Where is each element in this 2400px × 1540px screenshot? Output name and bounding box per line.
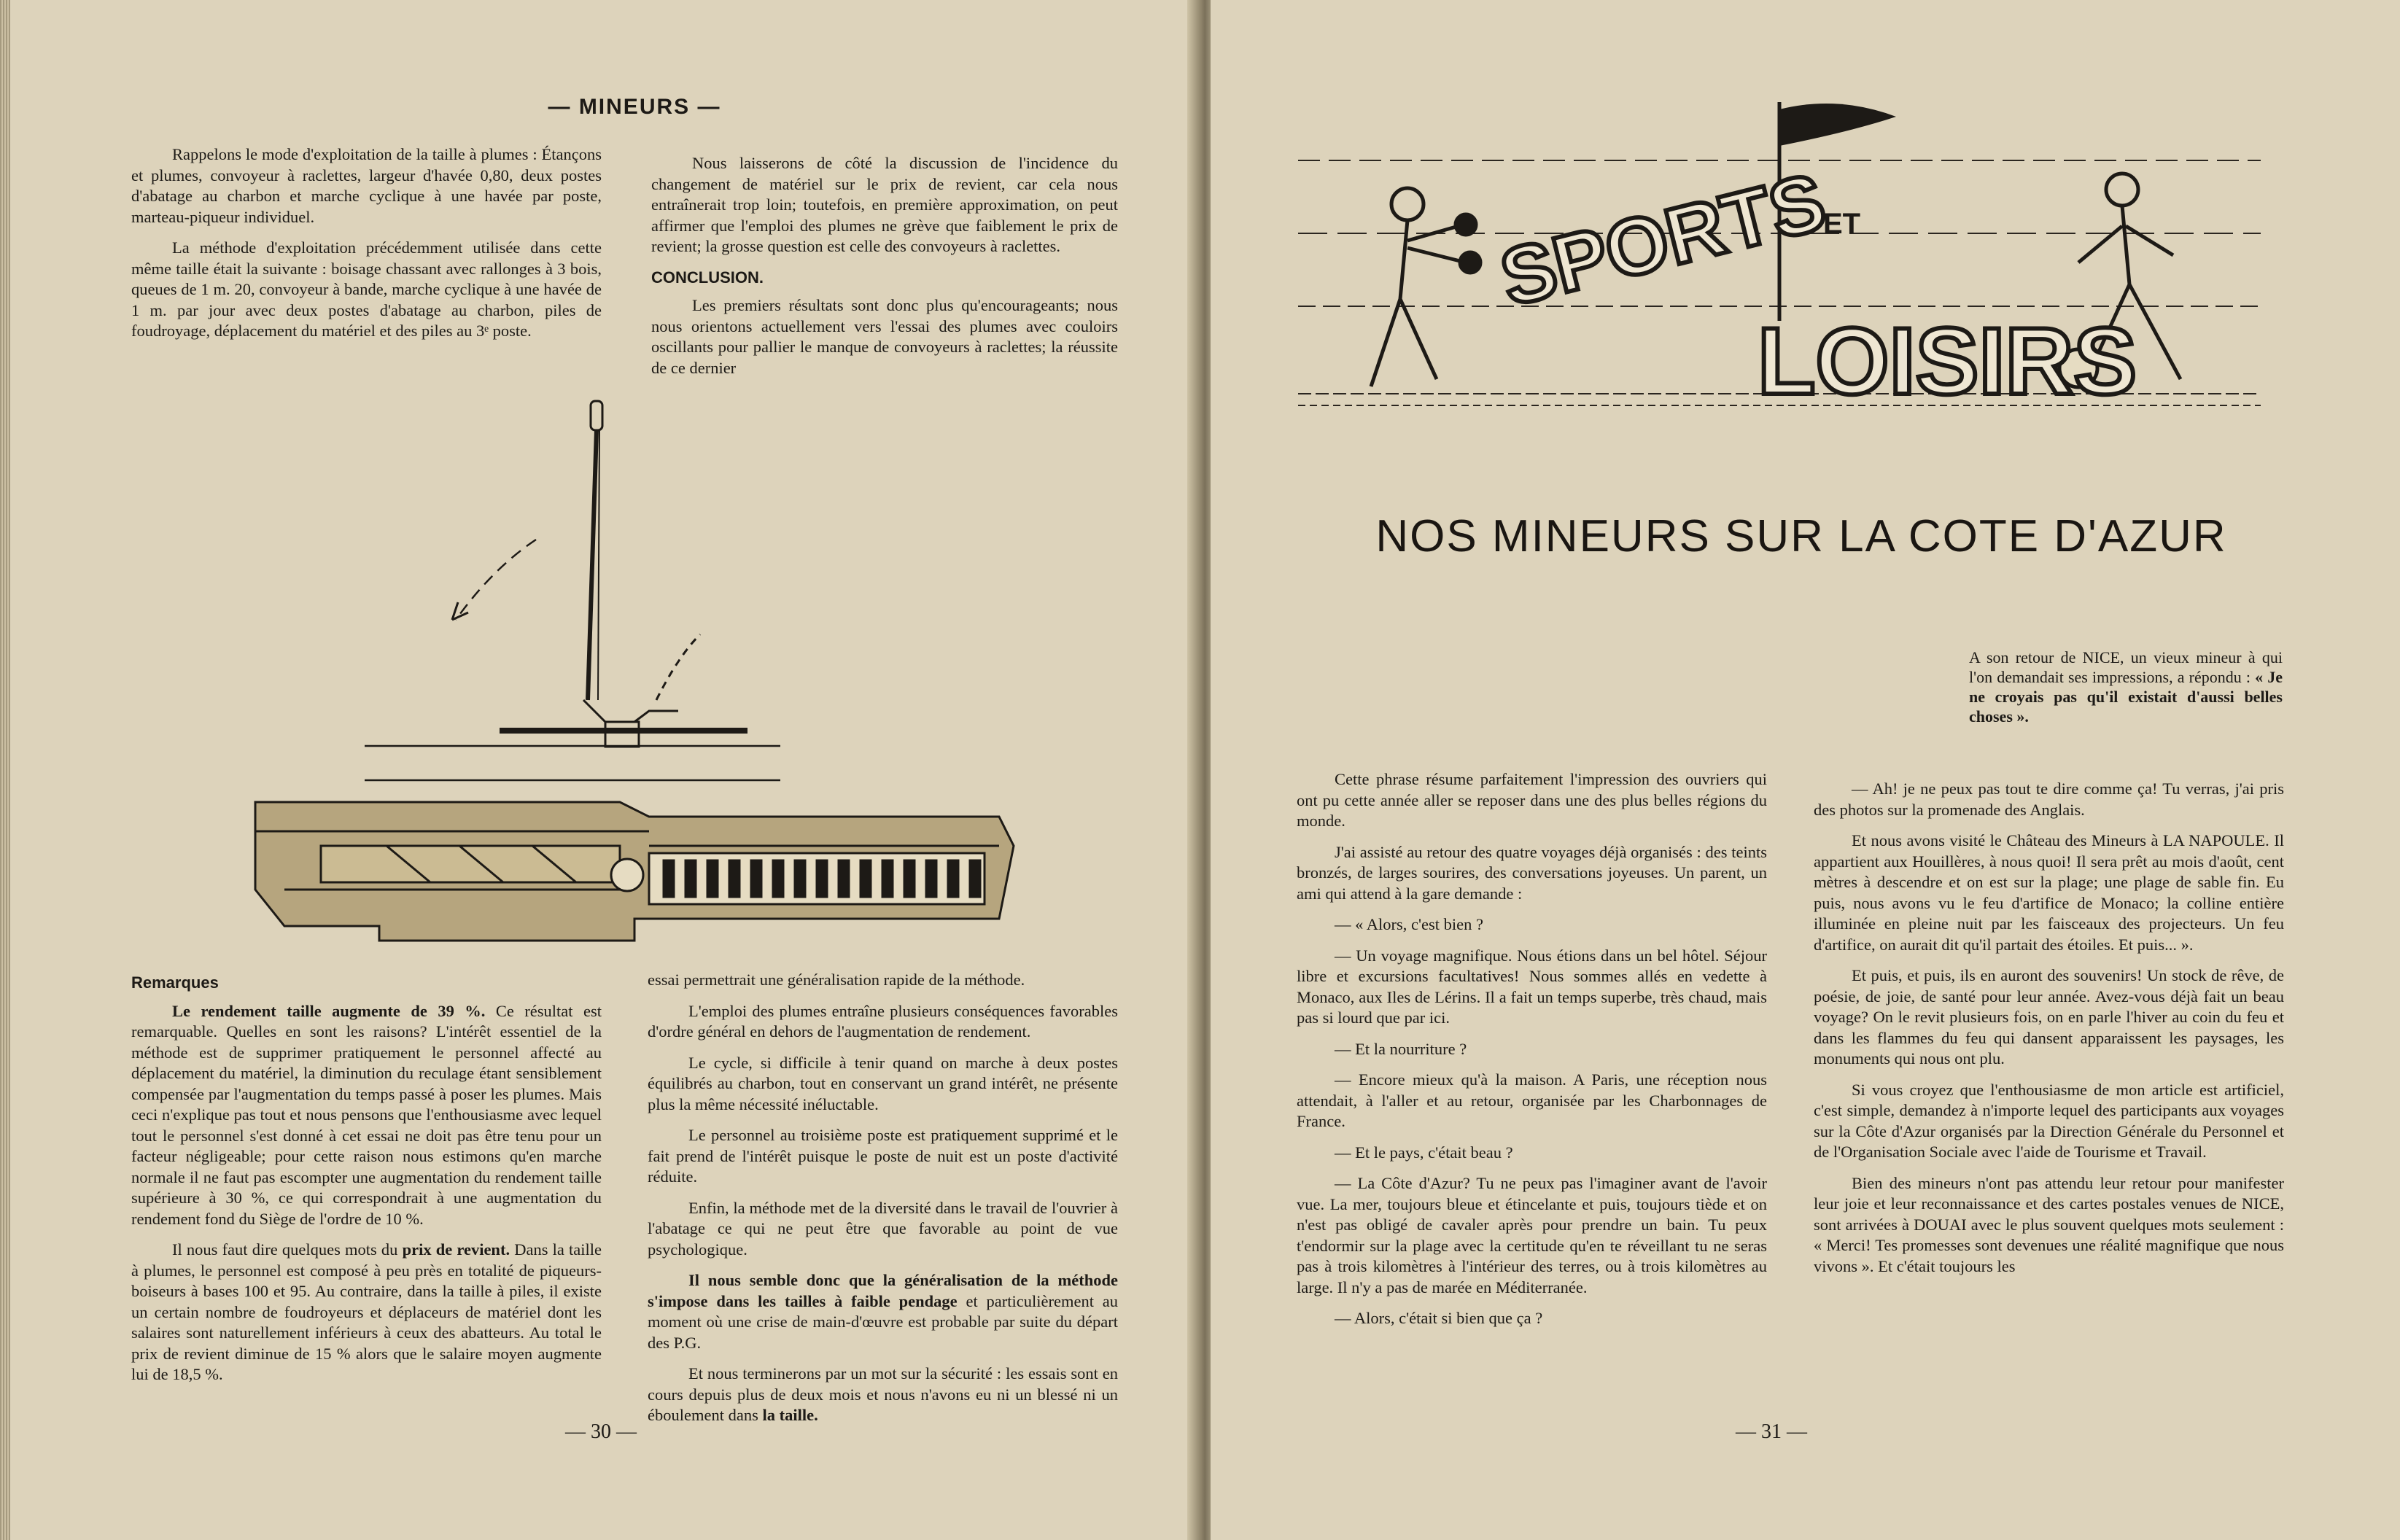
generalisation-text: et particulièrement au moment où une crise de main-d'œuvre est probable par suite du départ des P.G. <box>648 1291 1118 1352</box>
paragraph: Cette phrase résume parfaitement l'impression des ouvriers qui ont pu cette année aller se reposer dans une des plus belles régions du monde. <box>1297 770 1767 830</box>
left-page <box>0 0 1196 1540</box>
paragraph: — Ah! je ne peux pas tout te dire comme ça! Tu verras, j'ai pris des photos sur la promenade des Anglais. <box>1814 779 2284 819</box>
prix-text-after: Dans la taille à plumes, le personnel est composé à peu près en totalité de piqueurs-boiseurs à bases 100 et 95. Au contraire, dans la taille à piles, il existe un certain nombre de foudroyeurs et déplaceurs de matériel dont les salaires sont naturellement inférieurs à ceux des abatteurs. Au total le prix de revient diminue de 15 % alors que le salaire moyen augmente lui de 18,5 %. <box>131 1240 602 1383</box>
paragraph: — Un voyage magnifique. Nous étions dans un bel hôtel. Séjour libre et excursions facultatives! Nous sommes allés en vedette à Monaco, aux Iles de Lérins. Il a fait un temps superbe, très chaud, mais pas si lourd que par ici. <box>1297 946 1767 1027</box>
remarques-heading: Remarques <box>131 973 219 992</box>
securite-bold: la taille. <box>762 1406 818 1424</box>
epigraph-text: A son retour de NICE, un vieux mineur à qui l'on demandait ses impressions, a répondu : <box>1969 648 2283 686</box>
prop-diagram <box>365 401 780 780</box>
boxer-icon <box>1371 188 1480 386</box>
paragraph: Nous laisserons de côté la discussion de l'incidence du changement de matériel sur le prix de revient, car cela nous entraînerait trop loin; toutefois, en première approximation, on peut affirmer que l'emploi des plumes ne grève que faiblement le prix de revient; la grosse question est celle des convoyeurs à raclettes. <box>651 154 1118 255</box>
right-col1 <box>1297 769 1767 1339</box>
paragraph: Bien des mineurs n'ont pas attendu leur retour pour manifester leur joie et leur reconnaissance et des cartes postales venues de NICE, sont arrivées à DOUAI avec le plus souvent quelques mots seulement : « Merci! Tes promesses sont devenues une réalité magnifique que nous vivons ». Et c'était toujours les <box>1814 1173 2284 1275</box>
right-col2 <box>1814 779 2284 1287</box>
left-col1-top <box>131 144 602 352</box>
running-header: — MINEURS — <box>548 95 721 119</box>
page-number: — 31 — <box>1736 1420 1807 1443</box>
paragraph: Enfin, la méthode met de la diversité dans le travail de l'ouvrier à l'abatage ce qui ne peut être que favorable au point de vue psychologique. <box>648 1198 1118 1259</box>
paragraph: J'ai assisté au retour des quatre voyages déjà organisés : des teints bronzés, de larges sourires, des conversations joyeuses. Un parent, un ami qui attend à la gare demande : <box>1297 842 1767 903</box>
paragraph: — Encore mieux qu'à la maison. A Paris, une réception nous attendait, à l'aller et au retour, organisée par les Charbonnages de France. <box>1297 1070 1767 1130</box>
paragraph: — Alors, c'était si bien que ça ? <box>1335 1309 1543 1327</box>
conveyor-drawing <box>255 802 1014 941</box>
article-title: NOS MINEURS SUR LA COTE D'AZUR <box>1375 511 2227 561</box>
paragraph: Et puis, et puis, ils en auront des souvenirs! Un stock de rêve, de poésie, de joie, de santé pour leur année. Avez-vous déjà fait un beau voyage? On le revit plusieurs fois, on en parle l'hiver au coin du feu et dans les flammes du feu qui dansent apparaissent les paysages, les monuments qui nous ont plu. <box>1814 966 2284 1068</box>
banner-word-et: ET <box>1823 208 1861 240</box>
banner-word-sports: SPORTS <box>1492 156 1834 324</box>
paragraph: — « Alors, c'est bien ? <box>1335 915 1484 933</box>
left-col2-bottom <box>648 970 1118 1436</box>
paragraph: Et nous avons visité le Château des Mineurs à LA NAPOULE. Il appartient aux Houillères, à nous quoi! Il sera prêt au mois d'août, cent mètres à descendre et on est sur la plage; une plage de sable fin. Eu puis, nous avons vu le feu d'artifice de Monaco; la colline entière illuminée en pleine nuit par les faisceaux des projecteurs. Un feu d'artifice, on aurait dit qu'il partait des étoiles. Et puis... ». <box>1814 831 2284 954</box>
paragraph: La méthode d'exploitation précédemment utilisée dans cette même taille était la suivante : boisage chassant avec rallonges à 3 bois, queues de 1 m. 20, convoyeur à bande, marche cyclique à une havée de 1 m. par jour avec deux postes d'abatage au charbon, piles de foudroyage, déplacement du matériel et des piles au 3ᵉ poste. <box>131 238 602 340</box>
paragraph: Le personnel au troisième poste est pratiquement supprimé et le fait prend de l'intérêt puisque le poste de nuit est un poste d'activité réduite. <box>648 1126 1118 1186</box>
paragraph: — Et le pays, c'était beau ? <box>1335 1143 1513 1162</box>
left-col1-bottom <box>131 968 602 1396</box>
paragraph: L'emploi des plumes entraîne plusieurs conséquences favorables d'ordre général en dehors de l'augmentation de rendement. <box>648 1001 1118 1041</box>
paragraph: Les premiers résultats sont donc plus qu'encourageants; nous nous orientons actuellement vers l'essai des plumes avec couloirs oscillants pour pallier le manque de convoyeurs à raclettes; la réussite de ce dernier <box>651 296 1118 377</box>
paragraph: Le cycle, si difficile à tenir quand on marche à deux postes équilibrés au charbon, tout en conservant un grand intérêt, ne présente plus la même nécessité inéluctable. <box>648 1053 1118 1113</box>
sports-loisirs-banner <box>1291 88 2268 423</box>
securite-text: Et nous terminerons par un mot sur la sécurité : les essais sont en cours depuis plus de deux mois et nous n'avons eu ni un blessé ni un éboulement dans <box>648 1364 1118 1424</box>
epigraph <box>1969 648 2283 726</box>
prix-bold: prix de revient. <box>402 1240 510 1259</box>
prix-text: Il nous faut dire quelques mots du <box>172 1240 403 1259</box>
paragraph <box>648 1270 1118 1353</box>
banner-lettering <box>1492 157 2137 414</box>
conclusion-heading: CONCLUSION. <box>651 268 764 287</box>
page-number: — 30 — <box>565 1420 637 1443</box>
page-edge <box>0 0 10 1540</box>
paragraph: — La Côte d'Azur? Tu ne peux pas l'imaginer avant de l'avoir vue. La mer, toujours bleue et étincelante et puis, toujours tiède et on n'est pas obligé de cavaler après pour prendre un bain. Tu peux t'endormir sur la plage avec la certitude qu'en te réveillant tu ne seras pas à trois kilomètres à l'intérieur des terres, ou à trois kilomètres au large. Il n'y a pas de marée en Méditerranée. <box>1297 1174 1767 1296</box>
mining-equipment-diagram <box>241 379 1036 955</box>
banner-word-loisirs: LOISIRS <box>1758 308 2137 414</box>
hatched-floor <box>500 728 747 734</box>
left-col2-top <box>651 153 1118 389</box>
paragraph: essai permettrait une généralisation rapide de la méthode. <box>648 971 1025 989</box>
rendement-text: Ce résultat est remarquable. Quelles en sont les raisons? L'intérêt essentiel de la méthode est de supprimer pratiquement le personnel affecté au déplacement du matériel, la diminution du reculage étant sensiblement compensée par l'augmentation du temps passé à poser les plumes. Mais ceci n'explique pas tout et nous pensons que l'enthousiasme avec lequel tout le personnel s'est donné à cet essai ne doit pas être tenu pour un facteur négligeable; pour cette raison nous estimons qu'en marche normale il ne faut pas escompter une augmentation du rendement taille supérieure à 30 %, ce qui correspondrait à une augmentation du rendement fond du Siège de l'ordre de 10 %. <box>131 1001 602 1228</box>
paragraph: Rappelons le mode d'exploitation de la taille à plumes : Étançons et plumes, convoyeur à raclettes, largeur d'havée 0,80, deux postes d'abatage au charbon et marche cyclique à une havée par poste, marteau-piqueur individuel. <box>131 145 602 226</box>
paragraph: Si vous croyez que l'enthousiasme de mon article est artificiel, c'est simple, demandez à n'importe lequel des participants aux voyages sur la Côte d'Azur organisés par la Direction Générale du Personnel et de l'Organisation Sociale avec l'aide de Tourisme et Travail. <box>1814 1080 2284 1161</box>
paragraph <box>131 1001 602 1230</box>
paragraph <box>131 1240 602 1385</box>
paragraph <box>648 1364 1118 1426</box>
epigraph-quote: « Je ne croyais pas qu'il existait d'aussi belles choses ». <box>1969 668 2283 726</box>
rendement-lead: Le rendement taille augmente de 39 %. <box>172 1001 486 1020</box>
paragraph: — Et la nourriture ? <box>1335 1039 1467 1058</box>
generalisation-bold: Il nous semble donc que la généralisation de la méthode s'impose dans les tailles à faible pendage <box>648 1271 1118 1310</box>
